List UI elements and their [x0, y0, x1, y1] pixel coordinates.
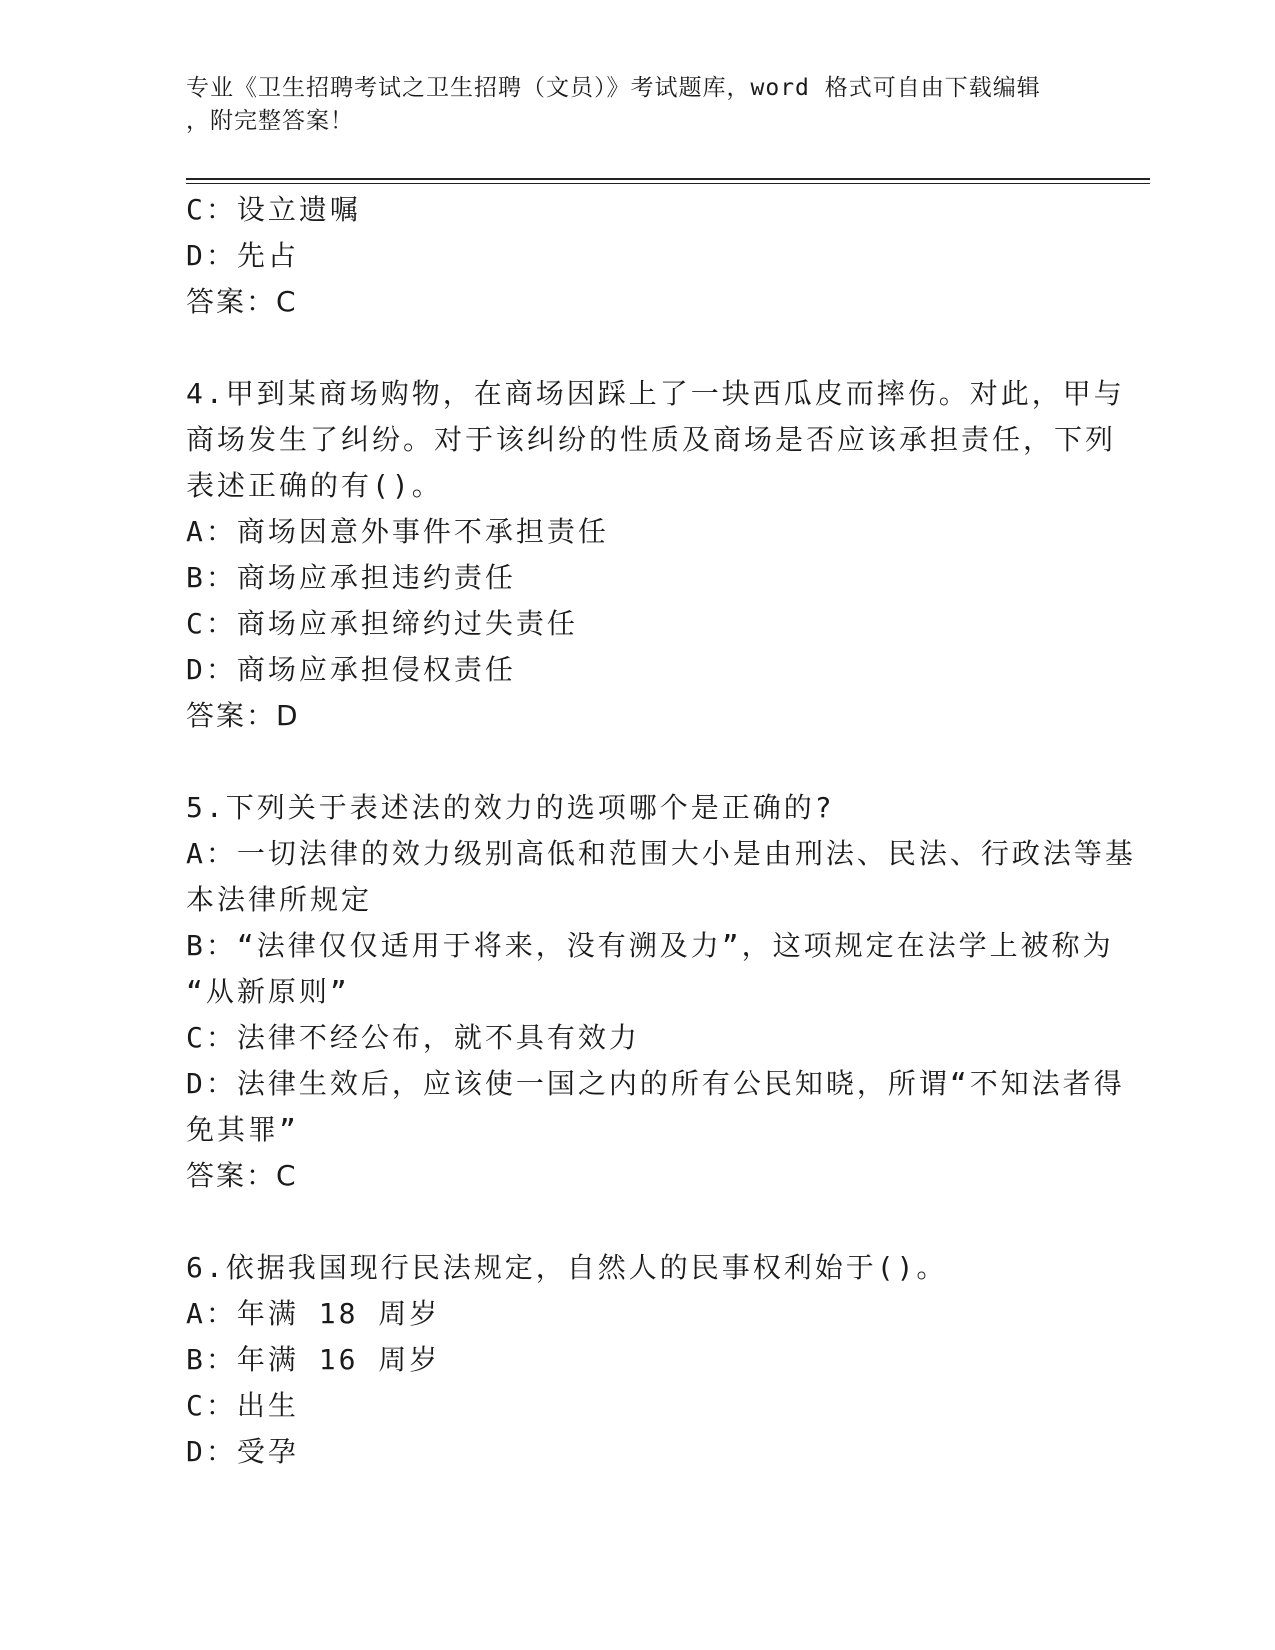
- option-d: D：先占: [186, 239, 299, 272]
- question-stem-line: 5.下列关于表述法的效力的选项哪个是正确的?: [186, 791, 835, 824]
- option-b-continued: “从新原则”: [186, 975, 350, 1008]
- question-stem-line: 表述正确的有()。: [186, 469, 443, 502]
- question-list: [186, 187, 1136, 1475]
- header-line-1: 专业《卫生招聘考试之卫生招聘（文员）》考试题库，word 格式可自由下载编辑: [186, 75, 1041, 101]
- option-c: C：出生: [186, 1389, 299, 1422]
- option-d: D：法律生效后，应该使一国之内的所有公民知晓，所谓“不知法者得: [186, 1067, 1125, 1100]
- question-4: [186, 371, 1125, 739]
- option-b: B：年满 16 周岁: [186, 1343, 441, 1376]
- answer-line: 答案：D: [186, 699, 300, 732]
- option-b: B：商场应承担违约责任: [186, 561, 516, 594]
- option-c: C：法律不经公布，就不具有效力: [186, 1021, 640, 1054]
- header-rule-thin: [186, 183, 1150, 184]
- question-stem-line: 4.甲到某商场购物，在商场因踩上了一块西瓜皮而摔伤。对此，甲与: [186, 377, 1125, 410]
- question-6: [186, 1245, 1086, 1475]
- question-stem-line: 6.依据我国现行民法规定，自然人的民事权利始于()。: [186, 1251, 948, 1284]
- spacer: [186, 325, 1086, 371]
- option-a: A：商场因意外事件不承担责任: [186, 515, 609, 548]
- document-header: [186, 72, 1066, 138]
- option-c: C：商场应承担缔约过失责任: [186, 607, 578, 640]
- spacer: [186, 1199, 1086, 1245]
- answer-line: 答案：C: [186, 285, 298, 318]
- option-a: A：年满 18 周岁: [186, 1297, 441, 1330]
- option-b: B：“法律仅仅适用于将来，没有溯及力”，这项规定在法学上被称为: [186, 929, 1114, 962]
- option-d-continued: 免其罪”: [186, 1113, 299, 1146]
- spacer: [186, 739, 1086, 785]
- answer-line: 答案：C: [186, 1159, 298, 1192]
- header-line-2: ，附完整答案！: [186, 108, 354, 134]
- option-c: C：设立遗嘱: [186, 193, 361, 226]
- option-a-continued: 本法律所规定: [186, 883, 373, 916]
- question-5: [186, 785, 1136, 1199]
- question-stem-line: 商场发生了纠纷。对于该纠纷的性质及商场是否应该承担责任，下列: [186, 423, 1117, 456]
- option-d: D：受孕: [186, 1435, 299, 1468]
- option-a: A：一切法律的效力级别高低和范围大小是由刑法、民法、行政法等基: [186, 837, 1136, 870]
- header-rule-thick: [186, 178, 1150, 180]
- option-d: D：商场应承担侵权责任: [186, 653, 516, 686]
- question-3-tail: [186, 187, 1086, 325]
